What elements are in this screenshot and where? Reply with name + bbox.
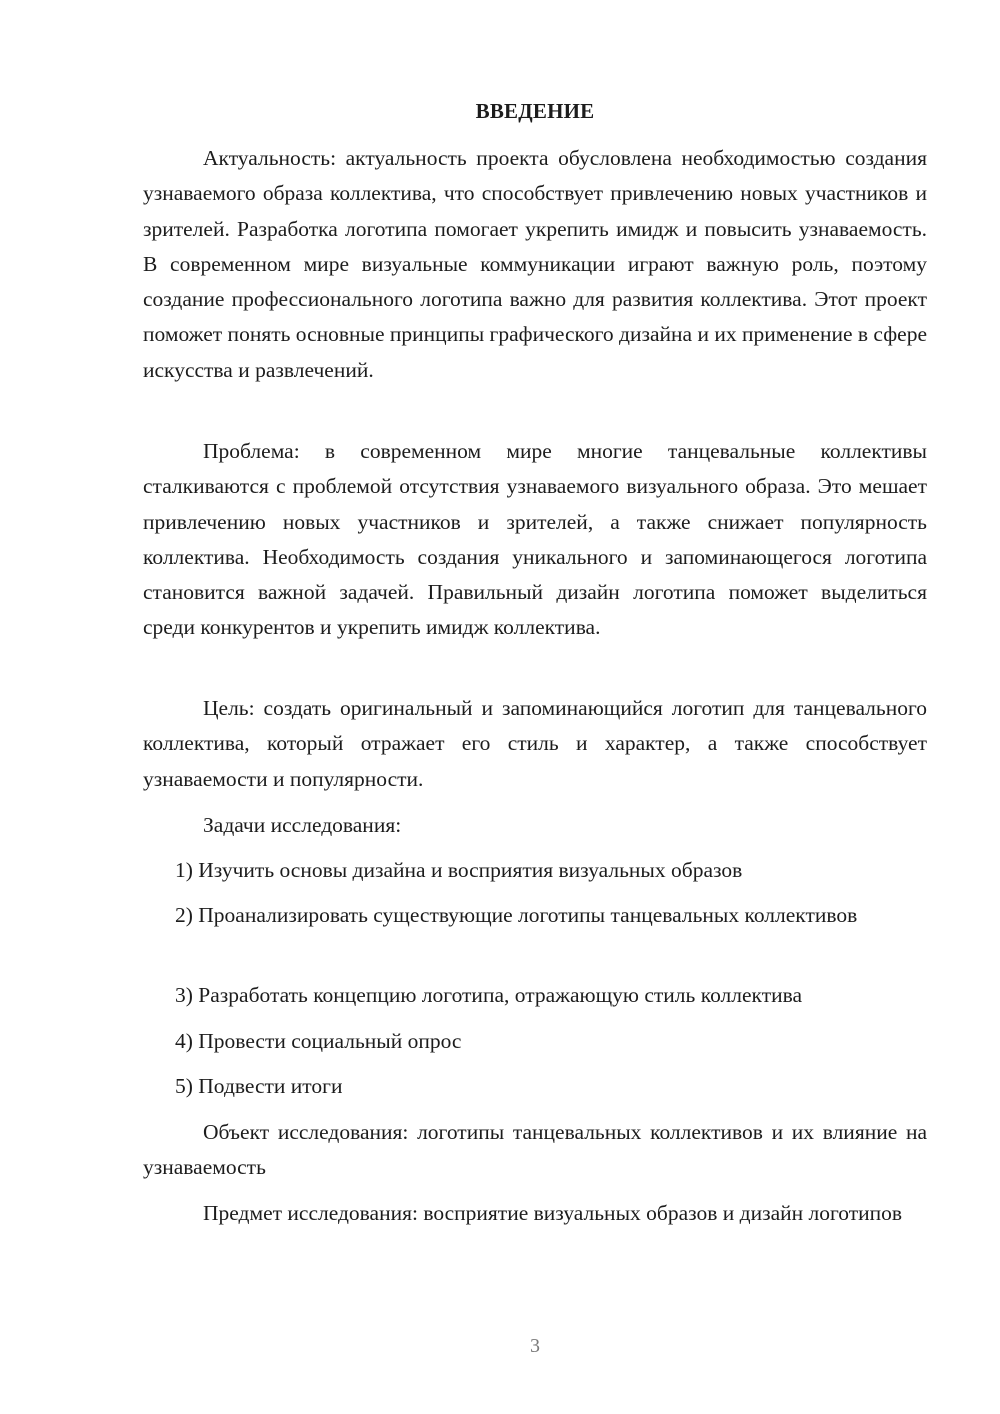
tasks-heading: Задачи исследования: — [203, 813, 402, 837]
page-title: ВВЕДЕНИЕ — [475, 99, 595, 123]
task-item: 2) Проанализировать существующие логотипы танцевальных коллективов — [175, 903, 858, 927]
task-item: 3) Разработать концепцию логотипа, отражающую стиль коллектива — [175, 983, 803, 1007]
relevance-paragraph: Актуальность: актуальность проекта обусловлена необходимостью создания узнаваемого образа коллектива, что способствует привлечению новых участников и зрителей. Разработка логотипа помогает укрепить имидж и повысить узнаваемость. В современном мире визуальные коммуникации играют важную роль, поэтому создание профессионального логотипа важно для развития коллектива. Этот проект поможет понять основные принципы графического дизайна и их применение в сфере искусства и развлечений. — [143, 146, 927, 382]
task-item: 1) Изучить основы дизайна и восприятия визуальных образов — [175, 858, 743, 882]
object-paragraph: Объект исследования: логотипы танцевальных коллективов и их влияние на узнаваемость — [143, 1120, 927, 1180]
task-item: 4) Провести социальный опрос — [175, 1029, 462, 1053]
subject-paragraph: Предмет исследования: восприятие визуальных образов и дизайн логотипов — [203, 1201, 903, 1225]
problem-paragraph: Проблема: в современном мире многие танцевальные коллективы сталкиваются с проблемой отсутствия узнаваемого визуального образа. Это мешает привлечению новых участников и зрителей, а также снижает популярность коллектива. Необходимость создания уникального и запоминающегося логотипа становится важной задачей. Правильный дизайн логотипа поможет выделиться среди конкурентов и укрепить имидж коллектива. — [143, 439, 927, 640]
task-item: 5) Подвести итоги — [175, 1074, 343, 1098]
page-number: 3 — [530, 1335, 540, 1357]
goal-paragraph: Цель: создать оригинальный и запоминающийся логотип для танцевального коллектива, который отражает его стиль и характер, а также способствует узнаваемости и популярности. — [143, 696, 927, 791]
